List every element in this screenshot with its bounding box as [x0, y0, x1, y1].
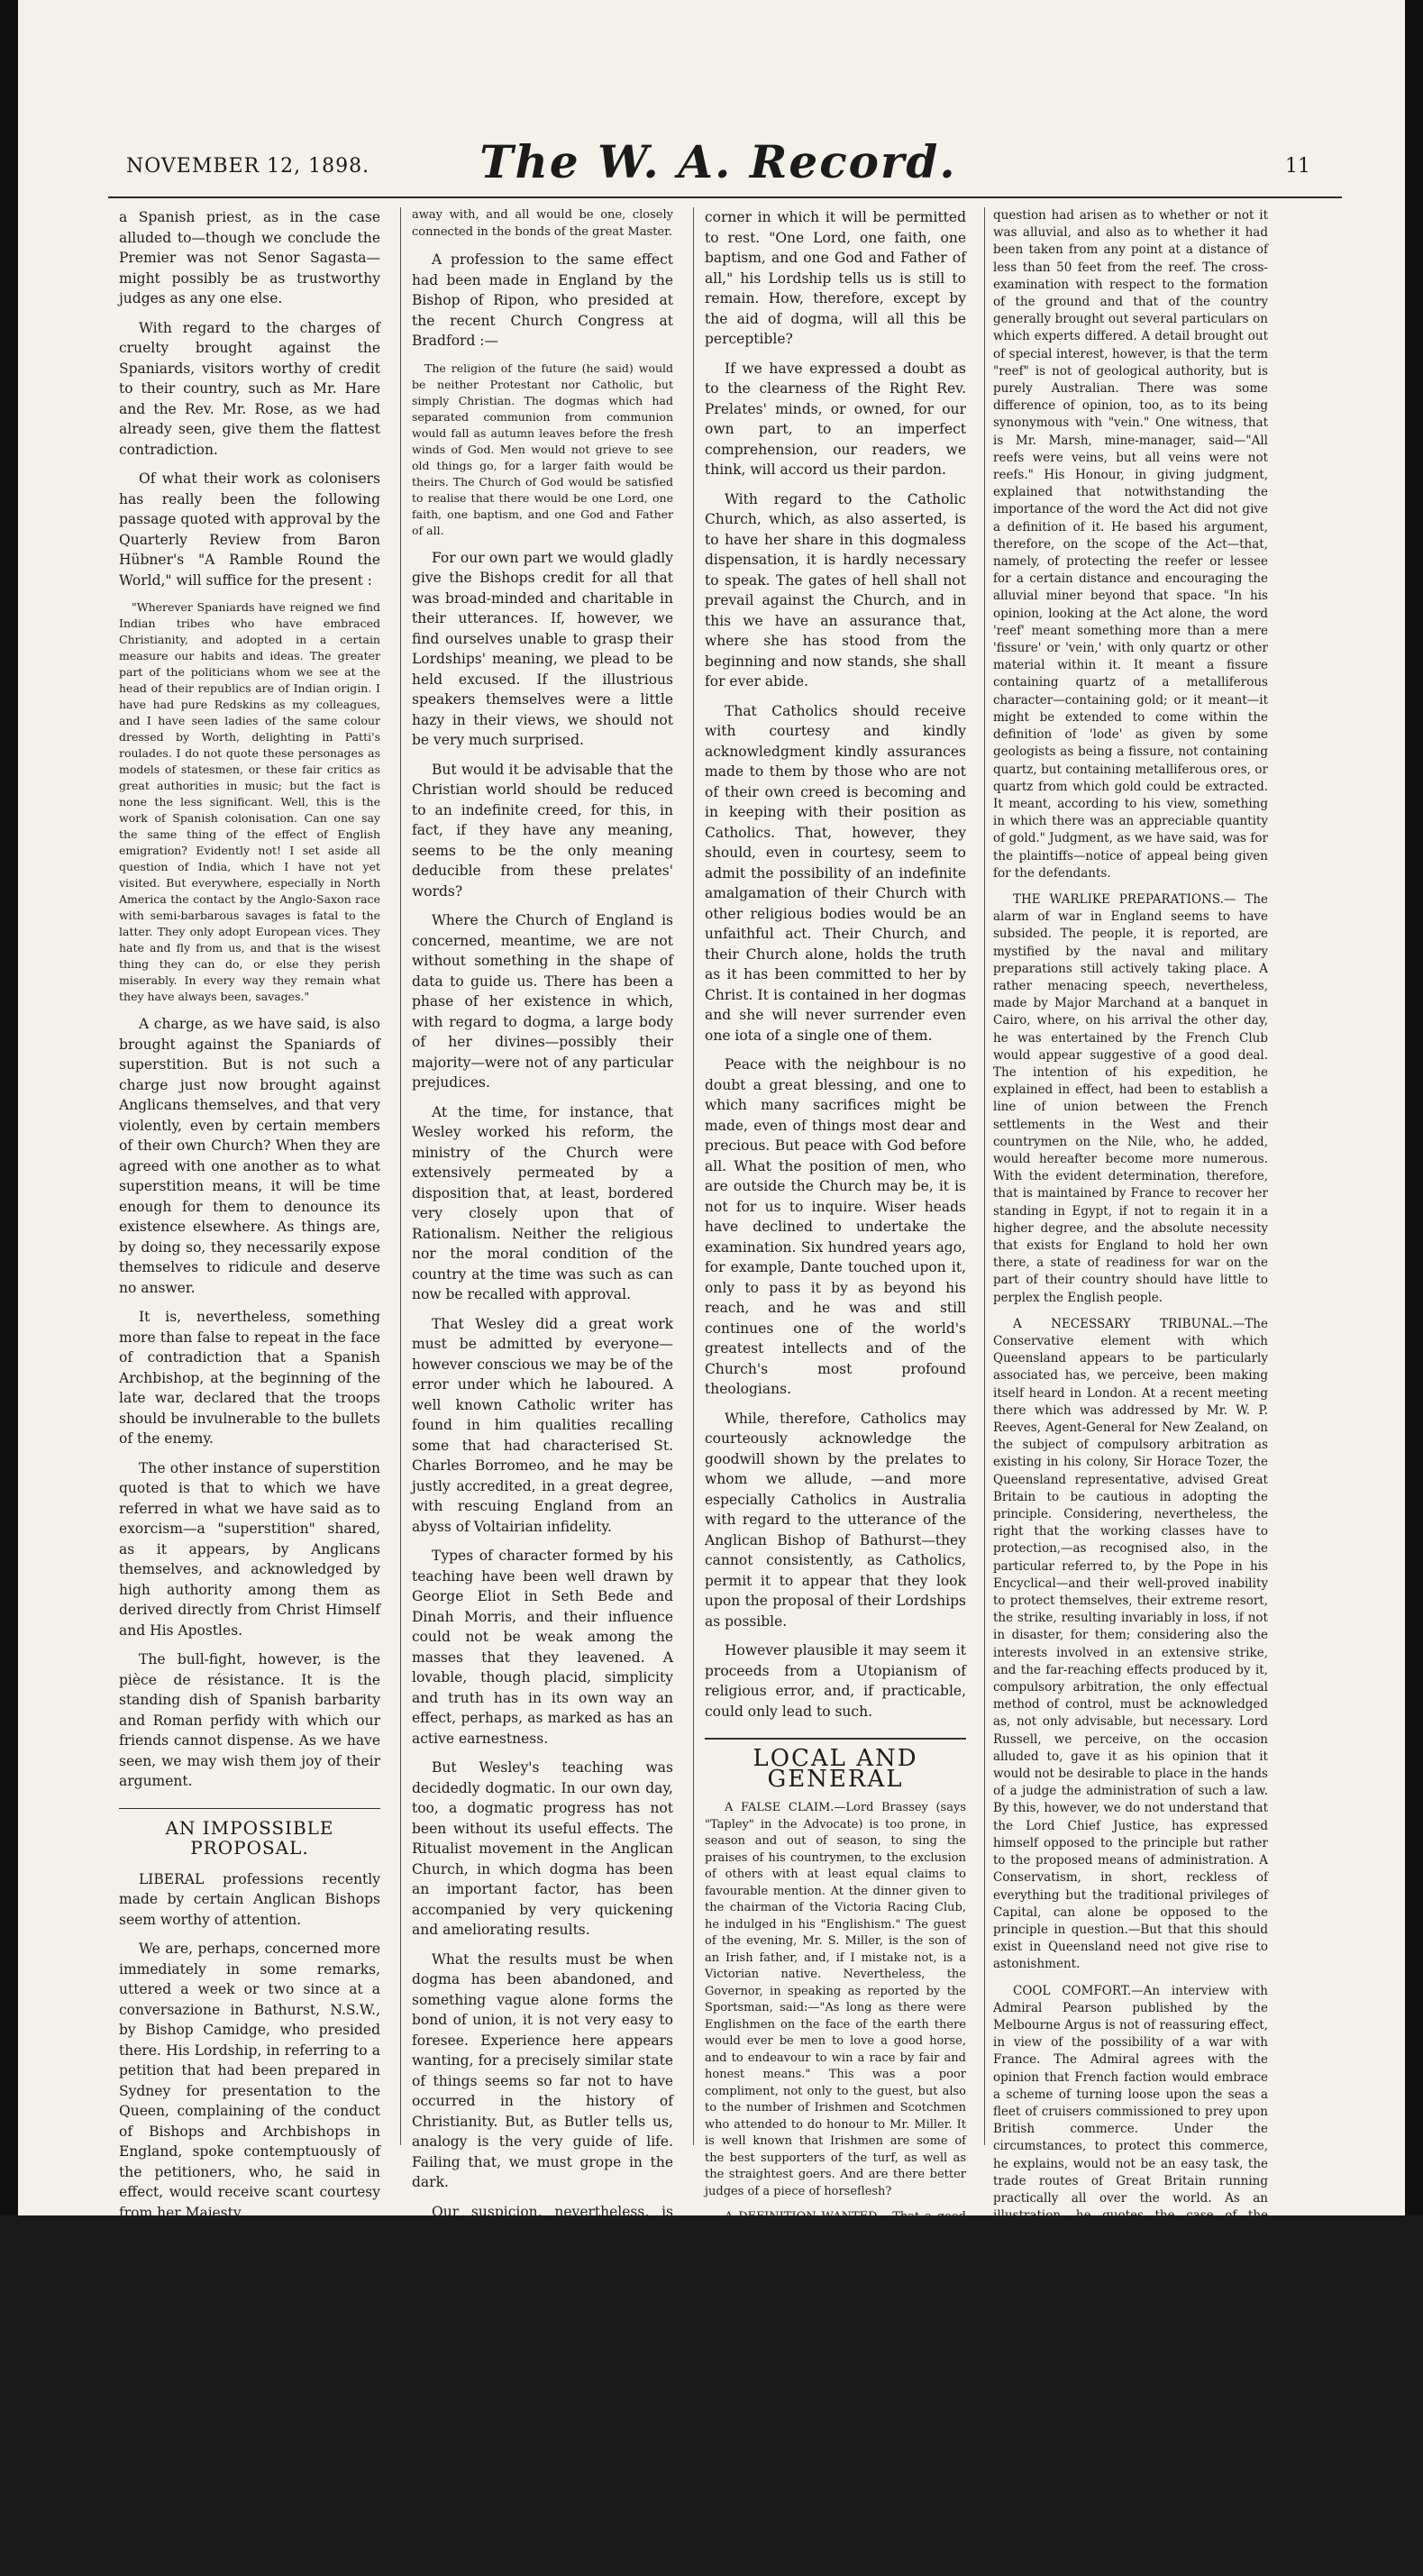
- column-2: [412, 207, 673, 2573]
- news-item: [993, 891, 1268, 1307]
- paragraph: With regard to the charges of cruelty brought against the Spaniards, visitors worthy of credit to their country, such as Mr. Hare and the Rev. Mr. Rose, as we had already seen, give them the flattest contradiction.: [119, 319, 380, 458]
- column-4: [993, 207, 1269, 2517]
- paragraph: But Wesley's teaching was decidedly dogmatic. In our own day, too, a dogmatic progress has not been without its useful effects. The Ritualist movement in the Anglican Church, in which dogma has been an important factor, has been accompanied by very quickening and ameliorating results.: [412, 1759, 673, 1938]
- paragraph: LIBERAL professions recently made by certain Anglican Bishops seem worthy of attention.: [119, 1870, 380, 1928]
- scan-border-left: [0, 0, 18, 2215]
- paragraph: away with, and all would be one, closely connected in the bonds of the great Master.: [412, 208, 673, 239]
- news-item-title: COOL COMFORT.: [1013, 1983, 1132, 1998]
- paragraph: With regard to the Catholic Church, which, as also asserted, is to have her share in this dogmaless dispensation, it is hardly necessary to speak. The gates of hell shall not prevail against the Church, and in this we have an assurance that, where she has stood from the beginning and now stands, she shall for ever abide.: [705, 490, 966, 690]
- paragraph: question had arisen as to whether or not it was alluvial, and also as to whether it had been taken from any point at a distance of less than 50 feet from the reef. The cross-examination with respect to the formation of the ground and that of the country generally brought out several particulars on which experts differed. A detail brought out of special interest, however, is that the term "reef" is not of geological authority, but is purely Australian. There was some difference of opinion, too, as to its being synonymous with "vein." One witness, that is Mr. Marsh, mine-manager, said—"All reefs were veins, but all veins were not reefs." His Honour, in giving judgment, explained that notwithstanding the importance of the word the Act did not give a definition of it. He based his argument, therefore, on the scope of the Act—that, namely, of protecting the reefer or lessee for a certain distance and encouraging the alluvial miner beyond that space. "In his opinion, looking at the Act alone, the word 'reef' meant something more than a mere 'fissure' or 'vein,' with only quartz or other material within it. It meant a fissure containing quartz of a metalliferous character—containing gold; or it meant—it might be extended to come within the definition of 'lode' as given by some geologists as being a fissure, not containing quartz, but containing metalliferous ores, or quartz from which gold could be extracted. It meant, according to his view, something in which there was an appreciable quantity of gold." Judgment, as we have said, was for the plaintiffs—notice of appeal being given for the defendants.: [993, 208, 1268, 881]
- paragraph: Where the Church of England is concerned, meantime, we are not without something in the shape of data to guide us. There has been a phase of her existence in which, with regard to dogma, a large body of her divines—possibly their majority—were not of any particular prejudices.: [412, 912, 673, 1091]
- paragraph: corner in which it will be permitted to rest. "One Lord, one faith, one baptism, and one God and Father of all," his Lordship tells us is still to remain. How, therefore, except by the aid of dogma, will all this be perceptible?: [705, 209, 966, 347]
- block-quote: "Wherever Spaniards have reigned we find Indian tribes who have embraced Christianity, and adopted in a certain measure our habits and ideas. The greater part of the politicians whom we see at the head of their republics are of Indian origin. I have had pure Redskins as my colleagues, and I have seen ladies of the same colour dressed by Worth, delighting in Patti's roulades. I do not quote these personages as models of statesmen, or these fair critics as great authorities in music; but the fact is none the less significant. Well, this is the work of Spanish colonisation. Can one say the same thing of the effect of English emigration? Evidently not! I set aside all question of India, which I have not yet visited. But everywhere, especially in North America the contact by the Anglo-Saxon race with semi-barbarous savages is fatal to the latter. They only adopt European vices. They hate and fly from us, and that is the wisest thing they can do, or else they perish miserably. In every way they remain what they have always been, savages.": [119, 600, 380, 1003]
- column-3: [705, 207, 966, 2524]
- scan-border-right: [1405, 0, 1423, 2215]
- paragraph: We are, perhaps, concerned more immediately in some remarks, uttered a week or two since at a conversazione in Bathurst, N.S.W., by Bishop Camidge, who presided there. His Lordship, in referring to a petition that had been prepared in Sydney for presentation to the Queen, complaining of the conduct of Bishops and Archbishops in England, spoke contemptuously of the petitioners, who, he said in effect, would receive scant courtesy from her Majesty.: [119, 1941, 380, 2221]
- news-item: [705, 2209, 966, 2526]
- paragraph: A charge, as we have said, is also brought against the Spaniards of superstition. But is not such a charge just now brought against Anglicans themselves, and that very violently, even by certain members of their own Church? When they are agreed with one another as to what superstition means, it will be time enough for them to denounce its existence elsewhere. As things are, by doing so, they necessarily expose themselves to ridicule and deserve no answer.: [119, 1016, 380, 1296]
- paragraph: At the time, for instance, that Wesley worked his reform, the ministry of the Church were extensively permeated by a disposition that, at least, bordered very closely upon that of Rationalism. Neither the religious nor the moral condition of the country at the time was such as can now be recalled with approval.: [412, 1103, 673, 1302]
- paragraph: A profession to the same effect had been made in England by the Bishop of Ripon, who presided at the recent Church Congress at Bradford :—: [412, 251, 673, 349]
- paragraph: If we have expressed a doubt as to the clearness of the Right Rev. Prelates' minds, or owned, for our own part, to an imperfect comprehension, our readers, we think, will accord us their pardon.: [705, 360, 966, 478]
- news-item: [993, 1316, 1268, 1974]
- block-quote: The religion of the future (he said) would be neither Protestant nor Catholic, but simply Christian. The dogmas which had separated communion from communion would fall as autumn leaves before the fresh winds of God. Men would not grieve to see old things go, for a larger faith would be theirs. The Church of God would be satisfied to realise that there would be one Lord, one faith, one baptism, and one God and Father of all.: [412, 361, 673, 537]
- article-columns: [119, 207, 1324, 2573]
- paragraph: While, therefore, Catholics may courteously acknowledge the goodwill shown by the prelates to whom we allude, —and more especially Catholics in Australia with regard to the utterance of the Anglican Bishop of Bathurst—they cannot consistently, as Catholics, permit it to appear that they look upon the proposal of their Lordships as possible.: [705, 1410, 966, 1630]
- news-item-title: A DEFINITION WANTED.: [725, 2210, 881, 2224]
- block-quote: Much good (he said) had been done in the present day by the great Roman Church and the great orthodox Greek Church, although they differed from the Church of England. The time would arrive when all separations would be done: [119, 2233, 380, 2327]
- paragraph: For our own part we would gladly give the Bishops credit for all that was broad-minded and charitable in their utterances. If, however, we find ourselves unable to grasp their Lordships' meaning, we plead to be held excused. If the illustrious speakers themselves were a little hazy in their views, we should not be very much surprised.: [412, 549, 673, 748]
- paragraph: However plausible it may seem it proceeds from a Utopianism of religious error, and, if practicable, could only lead to such.: [705, 1642, 966, 1720]
- paragraph: That Wesley did a great work must be admitted by everyone—however conscious we may be of the error under which he laboured. A well known Catholic writer has found in him qualities recalling some that had characterised St. Charles Borromeo, and he may be justly accredited, in a great degree, with rescuing England from an abyss of Voltairian infidelity.: [412, 1315, 673, 1535]
- news-item-body: — The alarm of war in England seems to have subsided. The people, it is reported, are mystified by the naval and military preparations still actively taking place. A rather menacing speech, nevertheless, made by Major Marchand at a banquet in Cairo, where, on his arrival the other day, he was entertained by the French Club would appear suggestive of a good deal. The intention of his expedition, he explained in effect, had been to establish a line of union between the French settlements in the West and their countrymen on the Nile, who, he added, would hereafter become more numerous. With the evident determination, therefore, that is maintained by France to recover her standing in Egypt, if not to regain it in a higher degree, and the absolute necessity that exists for England to hold her own there, a state of readiness for war on the part of their country should have little to perplex the English people.: [993, 891, 1269, 1305]
- news-item: [993, 1983, 1268, 2519]
- paragraph: Types of character formed by his teaching have been well drawn by George Eliot in Seth Bede and Dinah Morris, and their influence could not be weak among the masses that they leavened. A lovable, though placid, simplicity and truth has in its own way an effect, perhaps, as marked as has an active earnestness.: [412, 1548, 673, 1747]
- paragraph: That Catholics should receive with courtesy and kindly acknowledgment kindly assurances made to them by those who are not of their own creed is becoming and in keeping with their position as Catholics. That, however, they should, even in courtesy, seem to admit the possibility of an indefinite amalgamation of their Church with other religious bodies would be an unfaithful act. Their Church, and their Church alone, holds the truth as it has been committed to her by Christ. It is contained in her dogmas and she will never surrender even one iota of a single one of them.: [705, 702, 966, 1044]
- paragraph: It is, nevertheless, something more than false to repeat in the face of contradiction that a Spanish Archbishop, at the beginning of the late war, declared that the troops should be invulnerable to the bullets of the enemy.: [119, 1309, 380, 1447]
- paragraph: Our suspicion, nevertheless, is that even with Mr. Kensit swearing in the nave, the Anglican ecclesiastic will stand more firmly and fruitfully before his altar, when dogma is there to support him, than he will with a peaceful congregation of no distinguishing tenets dozing round about him.: [412, 2203, 673, 2382]
- news-item-title: THE WARLIKE PREPARATIONS.: [1013, 891, 1224, 907]
- paragraph: The other instance of superstition quoted is that to which we have referred in what we have said as to exorcism—a "superstition" shared, as it appears, by Anglicans themselves, and acknowledged by high authority among them as derived directly from Christ Himself and His Apostles.: [119, 1459, 380, 1639]
- paragraph: What the results must be when dogma has been abandoned, and something vague alone forms the bond of union, it is not very easy to foresee. Experience here appears wanting, for a precisely similar state of things seems so far not to have occurred in the history of Christianity. But, as Butler tells us, analogy is the very guide of life. Failing that, we must grope in the dark.: [412, 1950, 673, 2190]
- paragraph: The bull-fight, however, is the pièce de résistance. It is the standing dish of Spanish barbarity and Roman perfidy with which our friends cannot dispense. As we have seen, we may wish them joy of their argument.: [119, 1651, 380, 1789]
- column-1: [119, 207, 380, 2327]
- paragraph: Of what their work as colonisers has really been the following passage quoted with approval by the Quarterly Review from Baron Hübner's "A Ramble Round the World," will suffice for the present :: [119, 470, 380, 589]
- news-item-title: A NECESSARY TRIBUNAL.: [1013, 1316, 1233, 1331]
- news-item-body: —An interview with Admiral Pearson published by the Melbourne Argus is not of reassuring effect, in view of the possibility of a war with France. The Admiral agrees with the opinion that French faction would embrace a scheme of turning loose upon the seas a fleet of cruisers commissioned to prey upon British commerce. Under the circumstances, to protect this commerce, he explains, would not be an easy task, the trade routes of Great Britain running practically all over the world. As an illustration, he quotes the case of the Alabama, which, for nearly two years, continued to play havoc with the trade of the Federal States—before they found it possible to destroy her. The Admiral further expresses an opinion that there would also be very heavy fleet-actions. He describes the French navy as by no means to be lightly estimated. It is, he says, a very good one. In conclusion, Admiral Pearson declares that the British navy is in a highly satisfactory state, and ready for any strain that may be imposed upon it. Some years ago there were grounds for the charge that the navy had been allowed to fall dangerously below the absolute needs of the situation, but all that has been remedied.: [993, 1983, 1268, 2517]
- section-heading-local-and-general: LOCAL AND GENERAL: [705, 1738, 966, 1789]
- news-item-body: —The Conservative element with which Queensland appears to be particularly associated has, we perceive, been making itself heard in London. At a recent meeting there which was addressed by Mr. W. P. Reeves, Agent-General for New Zealand, on the subject of compulsory arbitration as existing in his colony, Sir Horace Tozer, the Queensland representative, advised Great Britain to be cautious in adopting the principle. Considering, nevertheless, the right that the working classes have to protection,—as recognised also, in the particular referred to, by the Pope in his Encyclical—and their well-proved inability to protect themselves, their extreme resort, the strike, resulting invariably in loss, if not in disaster, for them; considering also the interests involved in an extensive strike, and the far-reaching effects produced by it, compulsory arbitration, the only effectual method of control, must be acknowledged as, not only advisable, but necessary. Lord Russell, we perceive, on the occasion alluded to, gave it as his opinion that it would not be desirable to place in the hands of a judge the administration of such a law. By this, however, we do not understand that the Lord Chief Justice, has expressed himself opposed to the principle but rather to the proposed means of administration. A Conservatism, in short, reckless of everything but the traditional privileges of Capital, can alone be opposed to the principle in question.—But that this should exist in Queensland need not give rise to astonishment.: [993, 1316, 1268, 1972]
- section-heading-impossible-proposal: AN IMPOSSIBLE PROPOSAL.: [119, 1808, 380, 1859]
- news-item-body: —That a good deal of disagreement as to technicalities exists among mining experts may be seen from the evidence in the Ivanhoe Venture case, in which judgment for the plaintiffs has just been given by Judge Hensman. The case was one in which the plaintiffs—Messrs. Burke, Burns and Millar—sued the company for damages for trespass to their alluvial claim; an injunction to restrain further trespass; an account of the alluvial gold removed by the company, and the delivery of such gold or payment for it. The evidence showed that the plaintiffs had pegged out a claim, observing the prescribed limits, and had sunk a shaft, at a distance from the company's reef of about 60 feet, to a depth of 107 feet. Gold had been taken out by both parties, and the: [705, 2210, 966, 2524]
- paragraph: But would it be advisable that the Christian world should be reduced to an indefinite creed, for this, in fact, if they have any meaning, seems to be the only meaning deducible from these prelates' words?: [412, 761, 673, 900]
- news-item: [705, 1800, 966, 2200]
- paragraph: a Spanish priest, as in the case alluded to—though we conclude the Premier was not Senor Sagasta—might possibly be as trustworthy judges as any one else.: [119, 209, 380, 306]
- page-number: 11: [1285, 155, 1310, 178]
- news-item-title: A FALSE CLAIM.: [725, 1801, 835, 1814]
- paragraph: But the Bishop of Ripon, if he be correctly reported, seems to contradict himself. While his Lordship speaks of the blowing away of dogmas like autumn leaves before the fresh winds of God, he is still unable to lose sight of dogma and suggests that there may left a calm: [412, 2395, 673, 2573]
- issue-date: NOVEMBER 12, 1898.: [126, 155, 370, 178]
- masthead: [90, 135, 1346, 198]
- newspaper-title: The W. A. Record.: [479, 135, 957, 188]
- news-item-body: —Lord Brassey (says "Tapley" in the Advocate) is too prone, in season and out of season, to sing the praises of his countrymen, to the exclusion of others with at least equal claims to favourable mention. At the dinner given to the chairman of the Victoria Racing Club, he indulged in his "Englishism." The guest of the evening, Mr. S. Miller, is the son of an Irish father, and, if I mistake not, is a Victorian native. Nevertheless, the Governor, in speaking as reported by the Sportsman, said:—"As long as there were Englishmen on the face of the earth there would ever be men to love a good horse, and to endeavour to win a race by fair and honest means." This was a poor compliment, not only to the guest, but also to the number of Irishmen and Scotchmen who attended to do honour to Mr. Miller. It is well known that Irishmen are some of the best supporters of the turf, as well as the straightest goers. And are there better judges of a piece of horseflesh?: [705, 1801, 966, 2198]
- paragraph: Peace with the neighbour is no doubt a great blessing, and one to which many sacrifices might be made, even of things most dear and precious. But peace with God before all. What the position of men, who are outside the Church may be, it is not for us to inquire. Wiser heads have declined to undertake the examination. Six hundred years ago, for example, Dante touched upon it, only to pass it by as beyond his reach, and he was and still continues one of the world's greatest intellects and of the Church's most profound theologians.: [705, 1056, 966, 1397]
- masthead-rule: [108, 196, 1342, 198]
